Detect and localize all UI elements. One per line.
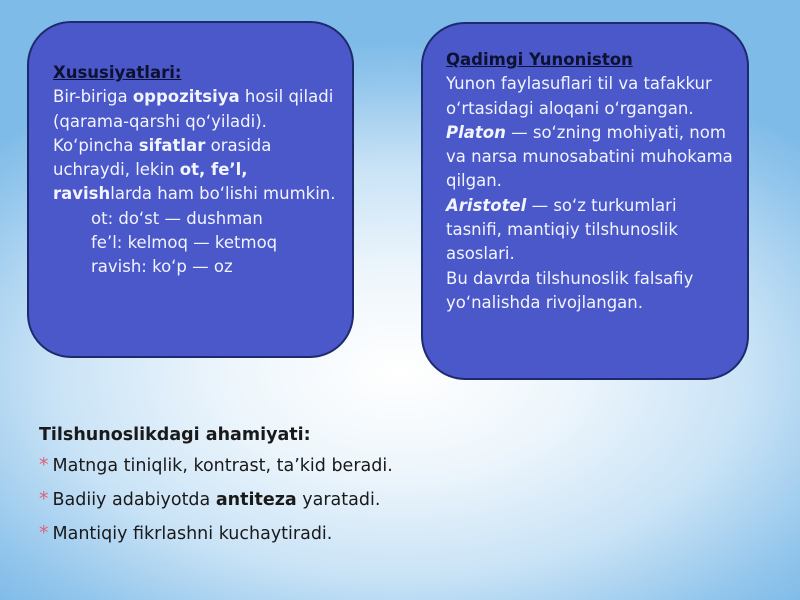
list-item: * Mantiqiy fikrlashni kuchaytiradi.	[39, 522, 333, 544]
opposition-text: Bir-biriga oppozitsiya hosil qiladi (qarama-qarshi qo‘yiladi).	[53, 87, 334, 131]
significance-title: Tilshunoslikdagi ahamiyati:	[39, 425, 311, 445]
ancient-greece-box	[421, 22, 749, 380]
bullet-icon: *	[39, 488, 49, 510]
list-item: * Badiiy adabiyotda antiteza yaratadi.	[39, 488, 381, 510]
period-text: Bu davrda tilshunoslik falsafiy yo‘nalishda rivojlangan.	[446, 268, 694, 312]
example-noun: ot: do‘st — dushman	[91, 208, 263, 228]
features-heading: Xususiyatlari:	[53, 63, 182, 82]
list-item: * Matnga tiniqlik, kontrast, ta’kid beradi.	[39, 454, 393, 476]
example-verb: fe’l: kelmoq — ketmoq	[91, 233, 278, 253]
features-box	[27, 21, 354, 358]
ancient-greece-heading: Qadimgi Yunoniston	[446, 50, 633, 69]
platon-text: Platon — so‘zning mohiyati, nom va narsa munosabatini muhokama qilgan.	[446, 122, 733, 191]
significance-section	[39, 425, 759, 555]
example-adverb: ravish: ko‘p — oz	[91, 257, 233, 277]
aristotel-text: Aristotel — so‘z turkumlari tasnifi, mantiqiy tilshunoslik asoslari.	[446, 195, 678, 264]
bullet-icon: *	[39, 454, 49, 476]
bullet-icon: *	[39, 522, 49, 544]
word-classes-text: Ko‘pincha sifatlar orasida uchraydi, lekin ot, fe’l, ravishlarda ham bo‘lishi mumkin.	[53, 135, 336, 204]
philosophers-text: Yunon faylasuflari til va tafakkur o‘rtasidagi aloqani o‘rgangan.	[446, 74, 712, 118]
